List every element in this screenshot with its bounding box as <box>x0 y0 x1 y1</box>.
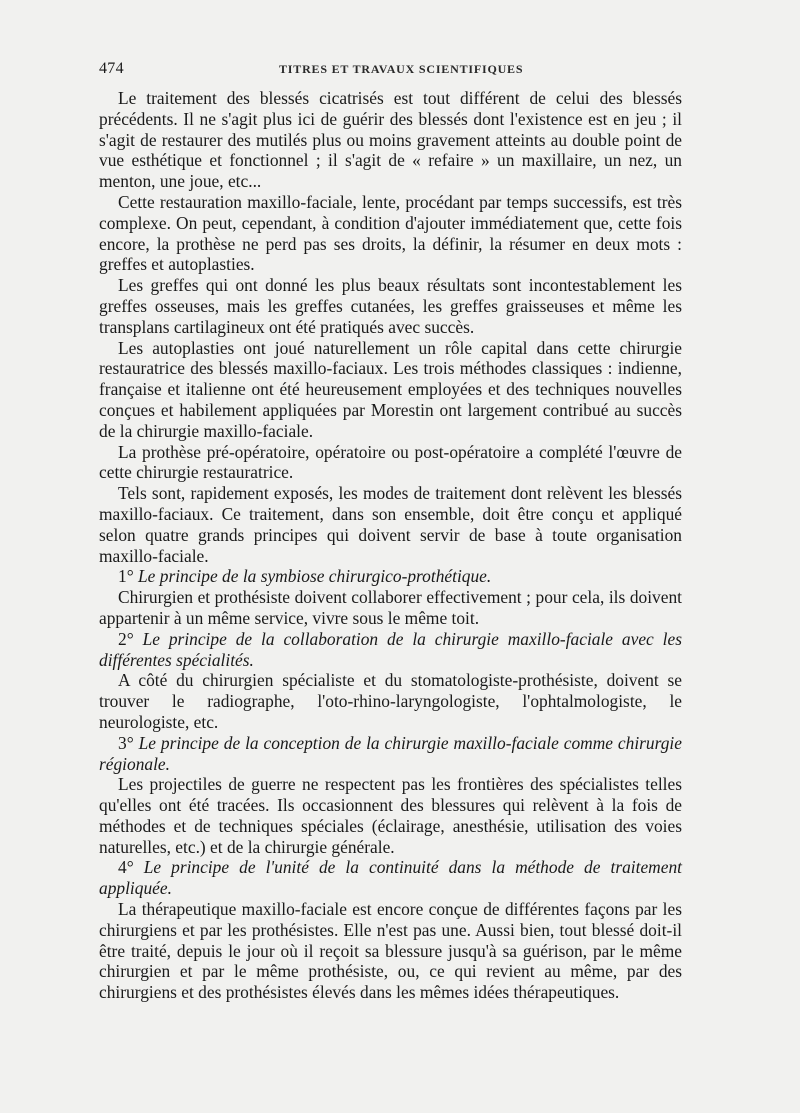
principle-number: 2° <box>118 628 134 649</box>
principle-text: Chirurgien et prothésiste doivent collaborer effectivement ; pour cela, ils doivent appartenir à un même service, vivre sous le même toit. <box>99 587 682 628</box>
paragraph: Les autoplasties ont joué naturellement un rôle capital dans cette chirurgie restauratrice des blessés maxillo-faciaux. Les trois méthodes classiques : indienne, française et italienne ont été heureusement employées et des techniques nouvelles conçues et habilement appliquées par Morestin ont largement contribué au succès de la chirurgie maxillo-faciale. <box>99 337 682 441</box>
principle-number: 3° <box>118 732 134 753</box>
paragraph: La prothèse pré-opératoire, opératoire ou post-opératoire a complété l'œuvre de cette chirurgie restauratrice. <box>99 441 682 483</box>
principle-heading <box>99 566 682 587</box>
principle-title: Le principe de la symbiose chirurgico-prothétique. <box>138 566 492 587</box>
principle-text: A côté du chirurgien spécialiste et du stomatologiste-prothésiste, doivent se trouver le radiographe, l'oto-rhino-laryngologiste, l'ophtalmologiste, le neurologiste, etc. <box>99 670 682 732</box>
principle-heading <box>99 733 682 775</box>
paragraph: Les greffes qui ont donné les plus beaux résultats sont incontestablement les greffes osseuses, mais les greffes cutanées, les greffes graisseuses et même les transplans cartilagineux ont été pratiqués avec succès. <box>99 275 682 337</box>
running-title: TITRES ET TRAVAUX SCIENTIFIQUES <box>279 62 524 76</box>
principle-title: Le principe de la collaboration de la chirurgie maxillo-faciale avec les différentes spécialités. <box>99 628 682 670</box>
paragraph: Le traitement des blessés cicatrisés est tout différent de celui des blessés précédents. Il ne s'agit plus ici de guérir des blessés dont l'existence est en jeu ; il s'agit de restaurer des mutilés plus ou moins gravement atteints au double point de vue esthétique et fonctionnel ; il s'agit de « refaire » un maxillaire, un nez, un menton, une joue, etc... <box>99 88 682 192</box>
principle-number: 1° <box>118 566 134 587</box>
principle-title: Le principe de l'unité de la continuité dans la méthode de traitement appliquée. <box>99 857 682 899</box>
principle-text: La thérapeutique maxillo-faciale est encore conçue de différentes façons par les chirurgiens et par les prothésistes. Elle n'est pas une. Aussi bien, tout blessé doit-il être traité, depuis le jour où il reçoit sa blessure jusqu'à sa guérison, par le même chirurgien et par le même prothésiste, ou, ce qui revient au même, par des chirurgiens et des prothésistes élevés dans les mêmes idées thérapeutiques. <box>99 899 682 1003</box>
body-text <box>99 88 682 1003</box>
page-number: 474 <box>99 60 124 77</box>
paragraph: Tels sont, rapidement exposés, les modes de traitement dont relèvent les blessés maxillo-faciaux. Ce traitement, dans son ensemble, doit être conçu et appliqué selon quatre grands principes qui doivent servir de base à toute organisation maxillo-faciale. <box>99 483 682 566</box>
principle-heading <box>99 857 682 899</box>
principle-number: 4° <box>118 857 134 878</box>
principle-heading <box>99 629 682 671</box>
principle-title: Le principe de la conception de la chirurgie maxillo-faciale comme chirurgie régionale. <box>99 732 682 774</box>
page-header <box>99 60 681 80</box>
principle-text: Les projectiles de guerre ne respectent pas les frontières des spécialistes telles qu'elles ont été tracées. Ils occasionnent des blessures qui relèvent à la fois de méthodes et de techniques spéciales (éclairage, anesthésie, utilisation des voies naturelles, etc.) et de la chirurgie générale. <box>99 774 682 857</box>
paragraph: Cette restauration maxillo-faciale, lente, procédant par temps successifs, est très complexe. On peut, cependant, à condition d'ajouter immédiatement que, cette fois encore, la prothèse ne perd pas ses droits, la définir, la résumer en deux mots : greffes et autoplasties. <box>99 191 682 275</box>
